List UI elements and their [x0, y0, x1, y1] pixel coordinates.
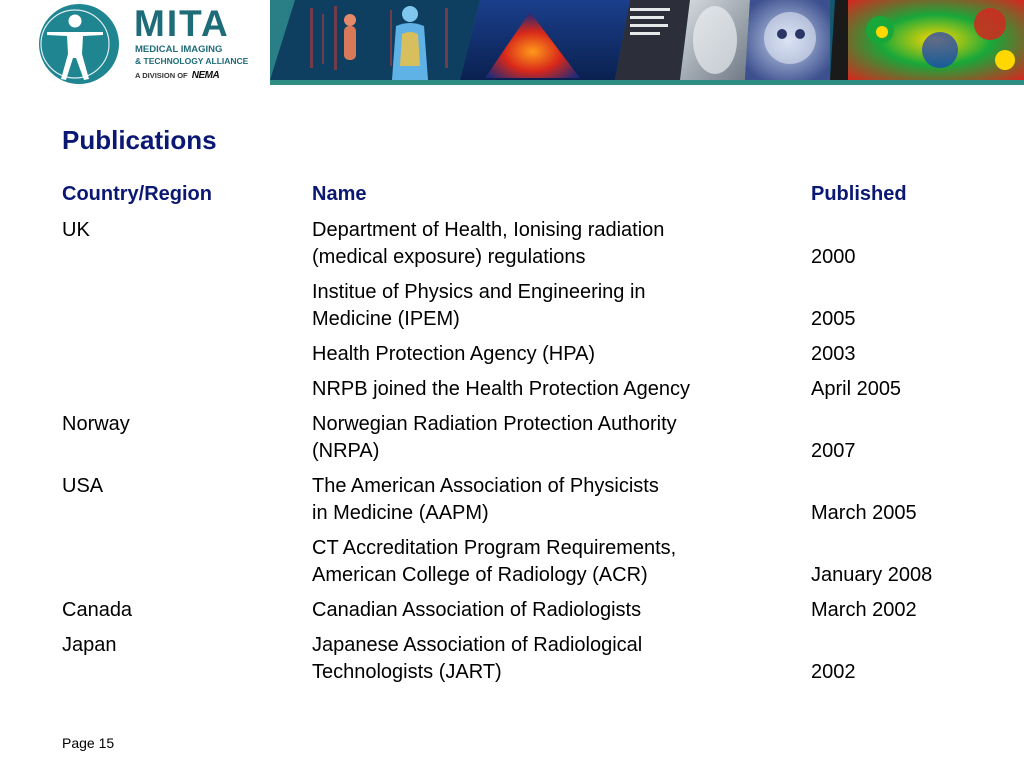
name-cell [305, 213, 804, 275]
table-header-row [55, 178, 978, 213]
name-line: (medical exposure) regulations [312, 246, 586, 268]
brand-name: MITA [134, 3, 230, 44]
table-row [55, 531, 978, 593]
table-row [55, 593, 978, 628]
brand-tagline-2: & TECHNOLOGY ALLIANCE [135, 56, 249, 66]
published-cell: March 2005 [811, 502, 917, 524]
table-row [55, 407, 978, 469]
published-cell: 2005 [811, 308, 856, 330]
brand-tagline-1: MEDICAL IMAGING [135, 44, 223, 55]
country-cell [55, 372, 305, 407]
name-line: Department of Health, Ionising radiation [312, 219, 665, 241]
table-row [55, 275, 978, 337]
name-cell [305, 275, 804, 337]
country-cell: UK [62, 219, 90, 241]
column-header-country: Country/Region [62, 183, 212, 205]
division-prefix: A DIVISION OF [135, 71, 188, 80]
published-cell: April 2005 [811, 378, 902, 400]
page-number: Page 15 [62, 735, 115, 751]
country-cell [55, 275, 305, 337]
name-line: Canadian Association of Radiologists [312, 599, 642, 621]
table-row [55, 469, 978, 531]
medical-imagery-banner [270, 0, 1024, 80]
page-title: Publications [62, 125, 217, 155]
column-header-published: Published [811, 183, 907, 205]
mita-logo [0, 0, 270, 88]
published-cell: 2007 [811, 440, 856, 462]
division-line [135, 71, 219, 81]
name-line: American College of Radiology (ACR) [312, 564, 648, 586]
name-line: The American Association of Physicists [312, 475, 659, 497]
name-cell [305, 628, 804, 690]
published-cell: 2000 [811, 246, 856, 268]
name-cell [305, 337, 804, 372]
country-cell: Japan [62, 634, 117, 656]
country-cell: Norway [62, 413, 130, 435]
country-cell [55, 531, 305, 593]
published-cell: 2003 [811, 343, 856, 365]
name-line: in Medicine (AAPM) [312, 502, 489, 524]
table-row [55, 213, 978, 275]
name-cell [305, 531, 804, 593]
published-cell: January 2008 [811, 564, 933, 586]
country-cell: Canada [62, 599, 133, 621]
published-cell: 2002 [811, 661, 856, 683]
country-cell [55, 337, 305, 372]
name-line: NRPB joined the Health Protection Agency [312, 378, 690, 400]
table-row [55, 372, 978, 407]
published-cell: March 2002 [811, 599, 917, 621]
name-line: Norwegian Radiation Protection Authority [312, 413, 677, 435]
name-cell [305, 372, 804, 407]
country-cell: USA [62, 475, 104, 497]
table-row [55, 337, 978, 372]
header-banner [0, 0, 1024, 88]
name-line: Medicine (IPEM) [312, 308, 460, 330]
header-rule [270, 80, 1024, 85]
name-line: CT Accreditation Program Requirements, [312, 537, 677, 559]
human-figure-icon [39, 4, 119, 84]
name-line: (NRPA) [312, 440, 380, 462]
division-name: NEMA [191, 70, 220, 81]
name-line: Japanese Association of Radiological [312, 634, 643, 656]
name-cell [305, 469, 804, 531]
publications-table [55, 178, 978, 690]
table-row [55, 628, 978, 690]
name-cell [305, 593, 804, 628]
name-cell [305, 407, 804, 469]
name-line: Technologists (JART) [312, 661, 502, 683]
column-header-name: Name [312, 183, 367, 205]
name-line: Institue of Physics and Engineering in [312, 281, 646, 303]
name-line: Health Protection Agency (HPA) [312, 343, 596, 365]
